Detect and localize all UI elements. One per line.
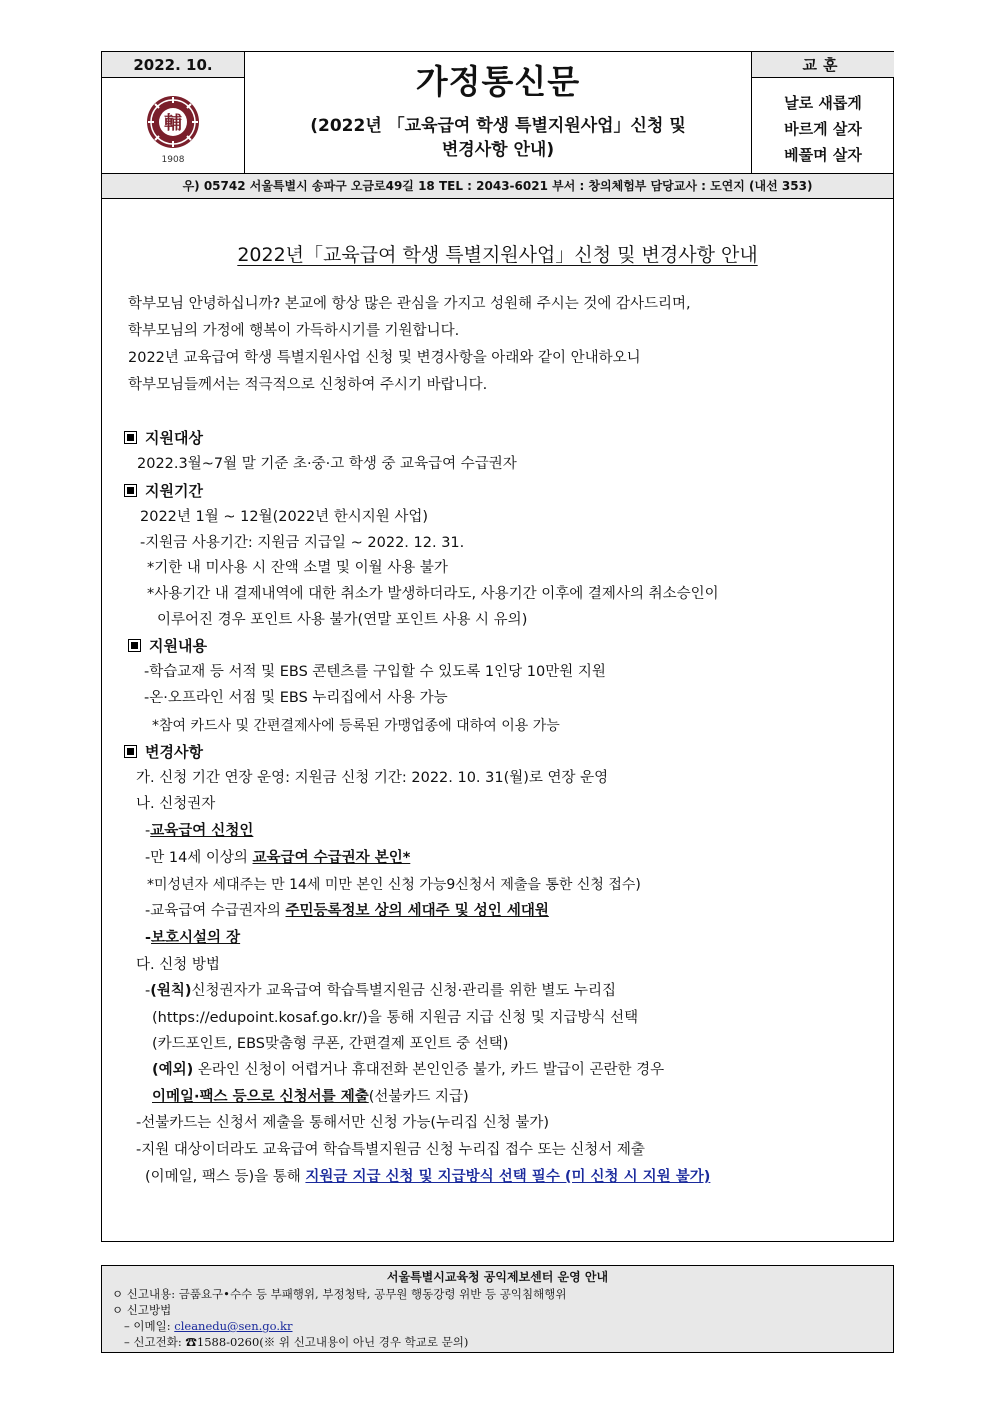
footer-title: 서울특별시교육청 공익제보센터 운영 안내 bbox=[386, 1270, 609, 1284]
intro-line: 학부모님들께서는 적극적으로 신청하여 주시기 바랍니다. bbox=[128, 377, 488, 393]
issue-date: 2022. 10. bbox=[102, 52, 244, 78]
intro-line: 학부모님 안녕하십니까? 본교에 항상 많은 관심을 가지고 성원해 주시는 것에 감사드리며, bbox=[128, 296, 691, 312]
bullet-square-icon bbox=[124, 484, 137, 497]
footer-box bbox=[101, 1265, 894, 1353]
method-3: (카드포인트, EBS맞춤형 쿠폰, 간편결제 포인트 중 선택) bbox=[152, 1036, 509, 1052]
school-logo bbox=[142, 94, 204, 170]
method-5: 이메일·팩스 등으로 신청서를 제출(선불카드 지급) bbox=[152, 1089, 469, 1105]
bullet-square-icon bbox=[128, 639, 141, 652]
applicant-4: -보호시설의 장 bbox=[145, 930, 241, 946]
changes-c: 다. 신청 방법 bbox=[136, 957, 220, 973]
email-link[interactable]: cleanedu@sen.go.kr bbox=[174, 1319, 293, 1333]
applicant-2: -만 14세 이상의 교육급여 수급권자 본인* bbox=[145, 850, 411, 866]
footer-line: ㅇ 신고내용: 금품요구•수수 등 부패행위, 부정청탁, 공무원 행동강령 위반 등 공익침해행위 bbox=[112, 1287, 567, 1301]
period-note: *사용기간 내 결제내역에 대한 취소가 발생하더라도, 사용기간 이후에 결제사의 취소승인이 bbox=[147, 586, 719, 602]
header-right-cell bbox=[751, 52, 894, 173]
applicant-1: -교육급여 신청인 bbox=[145, 823, 254, 839]
subtitle-line1: (2022년 「교육급여 학생 특별지원사업」신청 및 bbox=[310, 116, 686, 136]
section-content-heading: 지원내용 bbox=[128, 635, 207, 656]
period-line: 2022년 1월 ~ 12월(2022년 한시지원 사업) bbox=[140, 509, 429, 525]
logo-character: 輔 bbox=[164, 113, 182, 134]
school-motto bbox=[752, 90, 894, 168]
period-note: 이루어진 경우 포인트 사용 불가(연말 포인트 사용 시 유의) bbox=[157, 612, 528, 628]
required-note-2: (이메일, 팩스 등)을 통해 지원금 지급 신청 및 지급방식 선택 필수 (미 신청 시 지원 불가) bbox=[145, 1169, 711, 1185]
intro-line: 2022년 교육급여 학생 특별지원사업 신청 및 변경사항을 아래와 같이 안내하오니 bbox=[128, 350, 641, 366]
period-note: *기한 내 미사용 시 잔액 소멸 및 이월 사용 불가 bbox=[147, 560, 448, 576]
content-line: -학습교재 등 서적 및 EBS 콘텐츠를 구입할 수 있도록 1인당 10만원 지원 bbox=[144, 664, 606, 680]
changes-b: 나. 신청권자 bbox=[136, 796, 216, 812]
subtitle-line2: 변경사항 안내) bbox=[441, 140, 555, 160]
document-title: 2022년「교육급여 학생 특별지원사업」신청 및 변경사항 안내 bbox=[237, 244, 758, 266]
bullet-square-icon bbox=[124, 745, 137, 758]
changes-a: 가. 신청 기간 연장 운영: 지원금 신청 기간: 2022. 10. 31(월)로 연장 운영 bbox=[136, 770, 609, 786]
prepaid-note: -선불카드는 신청서 제출을 통해서만 신청 가능(누리집 신청 불가) bbox=[136, 1115, 549, 1131]
footer-email-line: – 이메일: cleanedu@sen.go.kr bbox=[124, 1319, 293, 1333]
motto-header: 교훈 bbox=[752, 52, 894, 78]
method-2: (https://edupoint.kosaf.go.kr/)을 통해 지원금 지급 신청 및 지급방식 선택 bbox=[152, 1010, 639, 1026]
applicant-3: -교육급여 수급권자의 주민등록정보 상의 세대주 및 성인 세대원 bbox=[145, 903, 549, 919]
newsletter-title: 가정통신문 bbox=[415, 62, 581, 101]
content-line: -온·오프라인 서점 및 EBS 누리집에서 사용 가능 bbox=[144, 690, 448, 706]
newsletter-subtitle bbox=[245, 114, 751, 162]
period-line: -지원금 사용기간: 지원금 지급일 ~ 2022. 12. 31. bbox=[140, 535, 465, 551]
target-line: 2022.3월~7월 말 기준 초·중·고 학생 중 교육급여 수급권자 bbox=[137, 456, 517, 472]
intro-line: 학부모님의 가정에 행복이 가득하시기를 기원합니다. bbox=[128, 323, 460, 339]
footer-phone-line: – 신고전화: ☎1588-0260(※ 위 신고내용이 아닌 경우 학교로 문의) bbox=[124, 1335, 469, 1349]
applicant-note: *미성년자 세대주는 만 14세 미만 본인 신청 가능9신청서 제출을 통한 신청 접수) bbox=[147, 877, 641, 893]
address-bar: 우) 05742 서울특별시 송파구 오금로49길 18 TEL : 2043-6021 부서 : 창의체험부 담당교사 : 도연지 (내선 353) bbox=[101, 174, 894, 199]
required-emphasis: 지원금 지급 신청 및 지급방식 선택 필수 (미 신청 시 지원 불가) bbox=[305, 1169, 711, 1185]
footer-line: ㅇ 신고방법 bbox=[112, 1303, 172, 1317]
header-table bbox=[101, 51, 894, 174]
section-changes-heading: 변경사항 bbox=[124, 741, 203, 762]
section-target-heading: 지원대상 bbox=[124, 427, 203, 448]
header-left-cell bbox=[102, 52, 245, 173]
required-note-1: -지원 대상이더라도 교육급여 학습특별지원금 신청 누리집 접수 또는 신청서 제출 bbox=[136, 1142, 645, 1158]
motto-line: 날로 새롭게 bbox=[784, 94, 862, 112]
bullet-square-icon bbox=[124, 431, 137, 444]
motto-line: 베풀며 살자 bbox=[784, 146, 862, 164]
motto-line: 바르게 살자 bbox=[784, 120, 862, 138]
method-1: -(원칙)신청권자가 교육급여 학습특별지원금 신청·관리를 위한 별도 누리집 bbox=[145, 983, 616, 999]
logo-year: 1908 bbox=[161, 155, 185, 165]
content-note: *참여 카드사 및 간편결제사에 등록된 가맹업종에 대하여 이용 가능 bbox=[152, 718, 560, 734]
section-period-heading: 지원기간 bbox=[124, 480, 203, 501]
method-4: (예외) 온라인 신청이 어렵거나 휴대전화 본인인증 불가, 카드 발급이 곤란한 경우 bbox=[152, 1062, 665, 1078]
